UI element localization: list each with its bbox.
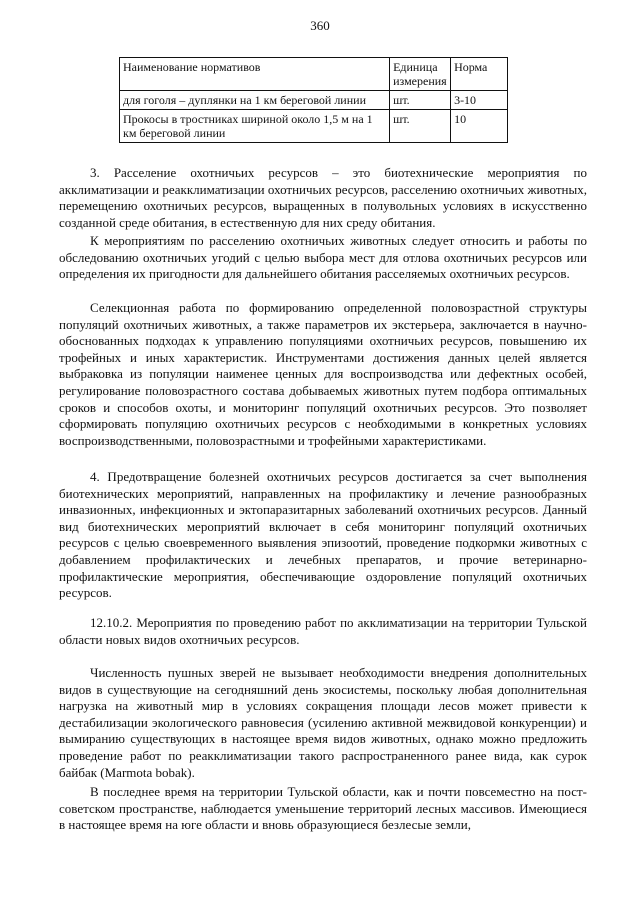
row-unit: шт. bbox=[390, 110, 451, 143]
norms-table bbox=[119, 57, 508, 143]
header-norm: Норма bbox=[451, 58, 508, 91]
table-header-row bbox=[120, 58, 508, 91]
paragraph-forest-reduction: В последнее время на территории Тульской области, как и почти повсеместно на пост-советском пространстве, наблюдается уменьшение территорий лесных массивов. Имеющиеся в настоящее время на юге области и вновь образующиеся безлесые земли, bbox=[59, 784, 587, 833]
row-name: Прокосы в тростниках шириной около 1,5 м на 1 км береговой линии bbox=[120, 110, 390, 143]
row-unit: шт. bbox=[390, 91, 451, 110]
table-row bbox=[120, 91, 508, 110]
row-norm: 10 bbox=[451, 110, 508, 143]
row-norm: 3-10 bbox=[451, 91, 508, 110]
paragraph-fur-animals: Численность пушных зверей не вызывает необходимости внедрения дополнительных видов в существующие на сегодняшний день экосистемы, поскольку любая дополнительная нагрузка на животный мир в условиях сокращения площади лесов может привести к дестабилизации экологического равновесия (усилению активной межвидовой конкуренции) и вымиранию существующих в настоящее время видов животных, однако можно предложить проведение работ по реакклиматизации такого распространенного ранее вида, как сурок байбак (Marmota bobak). bbox=[59, 665, 587, 780]
page-number: 360 bbox=[310, 18, 330, 33]
paragraph-resettlement-works: К мероприятиям по расселению охотничьих животных следует относить и работы по обследованию охотничьих угодий с целью выбора мест для отлова охотничьих ресурсов или определения их пригодности для дальнейшего обитания расселяемых охотничьих ресурсов. bbox=[59, 233, 587, 282]
table-row bbox=[120, 110, 508, 143]
paragraph-resettlement: 3. Расселение охотничьих ресурсов – это биотехнические мероприятия по акклиматизации и реакклиматизации охотничьих ресурсов, расселению охотничьих животных, перемещению охотничьих ресурсов, выращенных в полувольных условиях в искусственно созданной среде обитания, в естественную для них среду обитания. bbox=[59, 165, 587, 230]
paragraph-selection: Селекционная работа по формированию определенной половозрастной структуры популяций охотничьих животных, а также параметров их экстерьера, заключается в научно-обоснованных подходах к управлению популяциями охотничьих ресурсов, повышению их трофейных и иных характеристик. Инструментами достижения данных целей является выбраковка из популяции наименее ценных для воспроизводства или дефектных особей, регулирование половозрастного состава добываемых животных путем подбора оптимальных сроков и способов охоты, и мониторинг популяций охотничьих ресурсов. Это позволяет сформировать популяцию охотничьих ресурсов с необходимыми в конкретных условиях воспроизводственными, половозрастными и трофейными характеристиками. bbox=[59, 300, 587, 448]
paragraph-disease-prevention: 4. Предотвращение болезней охотничьих ресурсов достигается за счет выполнения биотехнических мероприятий, направленных на профилактику и лечение разнообразных инвазионных, инфекционных и эктопаразитарных заболеваний охотничьих ресурсов. Данный вид биотехнических мероприятий включает в себя мониторинг популяций охотничьих ресурсов с целью своевременного выявления эпизоотий, проведение подкормки животных с добавлением профилактических и лечебных препаратов, и прочие ветеринарно-профилактические мероприятия, обеспечивающие оздоровление популяций охотничьих ресурсов. bbox=[59, 469, 587, 601]
header-name: Наименование нормативов bbox=[120, 58, 390, 91]
section-heading-12-10-2: 12.10.2. Мероприятия по проведению работ по акклиматизации на территории Тульской области новых видов охотничьих ресурсов. bbox=[59, 615, 587, 647]
header-unit: Единица измерения bbox=[390, 58, 451, 91]
row-name: для гоголя – дуплянки на 1 км береговой линии bbox=[120, 91, 390, 110]
